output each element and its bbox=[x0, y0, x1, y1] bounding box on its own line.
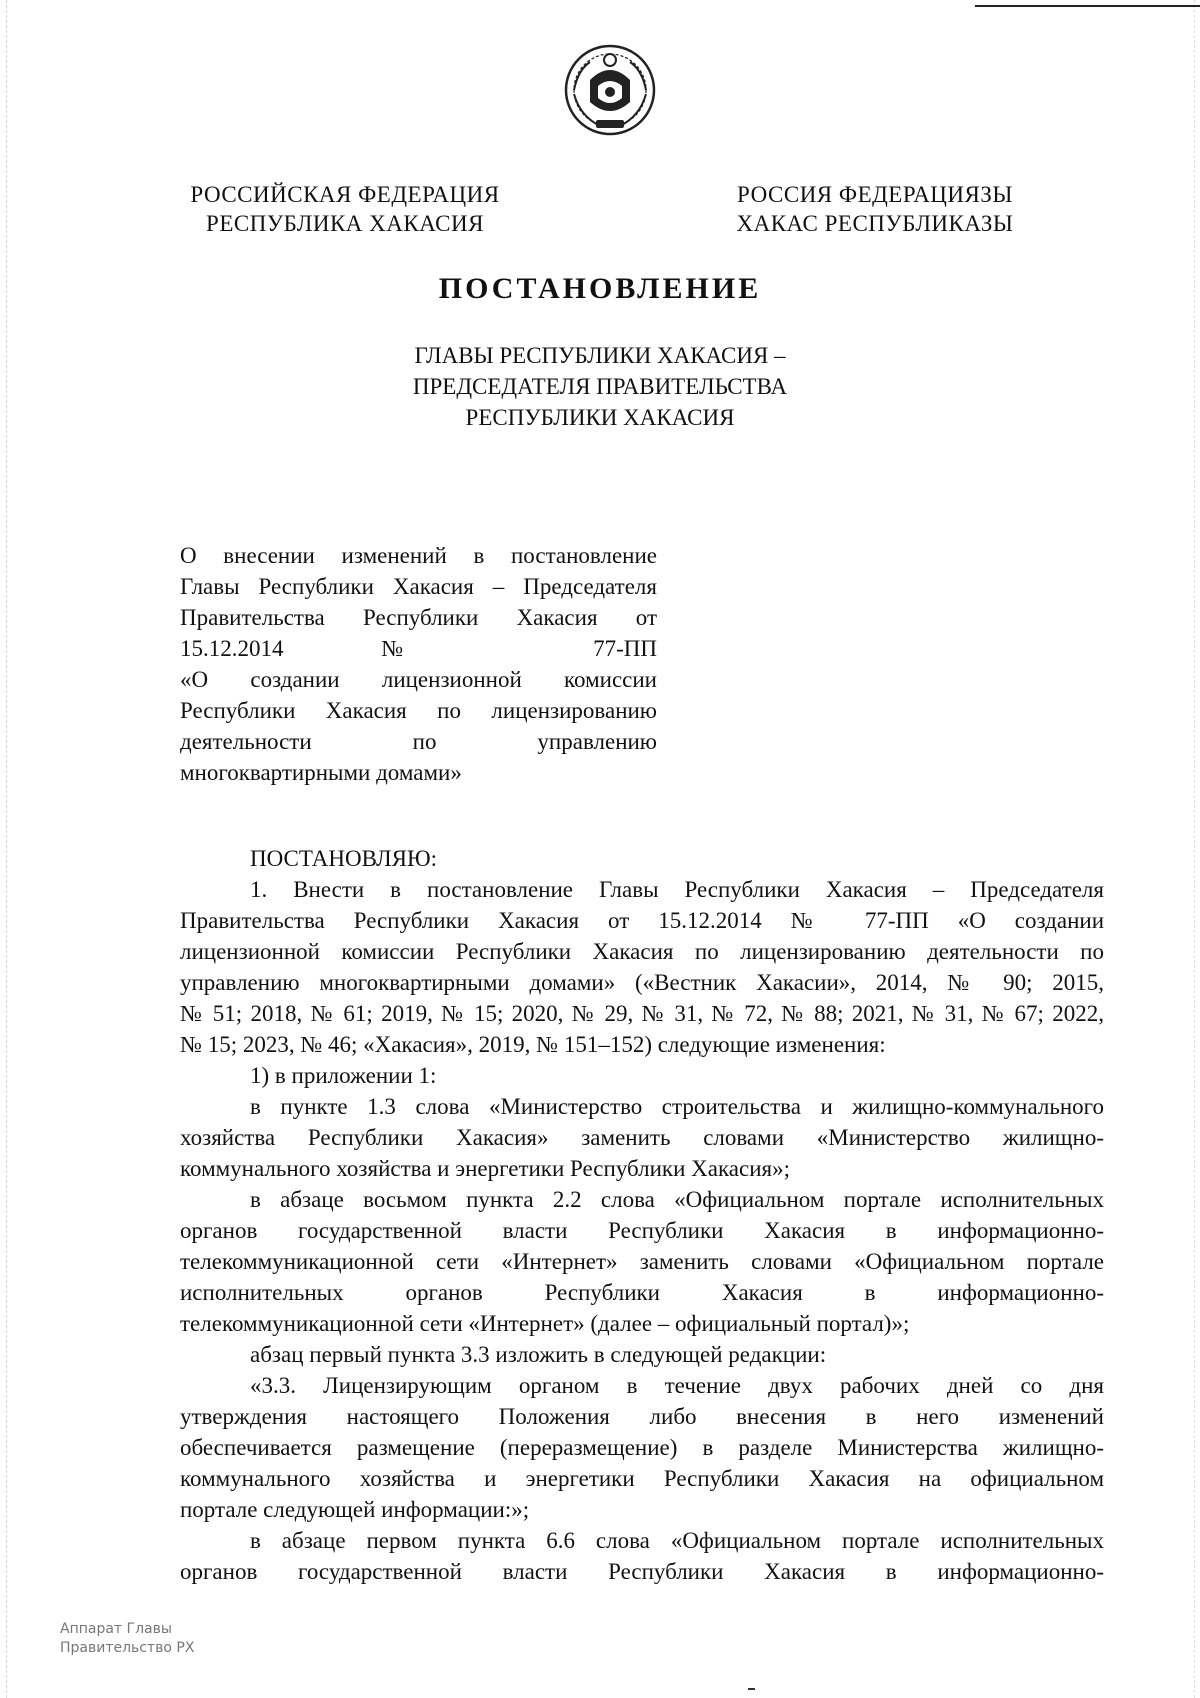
body-line: 1) в приложении 1: bbox=[250, 1063, 437, 1088]
subject-line: «О создании лицензионной комиссии bbox=[180, 667, 657, 692]
body-line: утверждения настоящего Положения либо внесения в него изменений bbox=[180, 1404, 1104, 1429]
subject-line: О внесении изменений в постановление bbox=[180, 543, 657, 568]
coat-of-arms-emblem bbox=[560, 40, 660, 140]
subject-line: Республики Хакасия по лицензированию bbox=[180, 698, 657, 723]
issuer-block bbox=[300, 340, 900, 433]
subject-line: 15.12.2014 № 77-ПП bbox=[180, 636, 657, 661]
body-line: коммунального хозяйства и энергетики Республики Хакасия на официальном bbox=[180, 1466, 1104, 1491]
body-line: «3.3. Лицензирующим органом в течение двух рабочих дней со дня bbox=[250, 1373, 1104, 1398]
body-line: абзац первый пункта 3.3 изложить в следующей редакции: bbox=[250, 1342, 827, 1367]
body-text bbox=[180, 843, 1104, 1587]
header-left bbox=[180, 180, 510, 238]
body-line: коммунального хозяйства и энергетики Республики Хакасия»; bbox=[180, 1156, 791, 1181]
subject-line: многоквартирными домами» bbox=[180, 760, 462, 785]
body-line: телекоммуникационной сети «Интернет» (далее – официальный портал)»; bbox=[180, 1311, 910, 1336]
header-right-line-1: РОССИЯ ФЕДЕРАЦИЯЗЫ bbox=[737, 182, 1013, 207]
header-right-line-2: ХАКАС РЕСПУБЛИКАЗЫ bbox=[736, 211, 1014, 236]
issuer-line: ПРЕДСЕДАТЕЛЯ ПРАВИТЕЛЬСТВА bbox=[412, 374, 788, 399]
subject-line: Правительства Республики Хакасия от bbox=[180, 605, 657, 630]
footer-stamp-line: Правительство РХ bbox=[60, 1640, 195, 1656]
subject-block bbox=[180, 540, 657, 788]
body-line: исполнительных органов Республики Хакасия в информационно- bbox=[180, 1280, 1104, 1305]
header-left-line-1: РОССИЙСКАЯ ФЕДЕРАЦИЯ bbox=[190, 182, 500, 207]
issuer-line: РЕСПУБЛИКИ ХАКАСИЯ bbox=[465, 405, 735, 430]
header-left-line-2: РЕСПУБЛИКА ХАКАСИЯ bbox=[206, 211, 484, 236]
body-line: ПОСТАНОВЛЯЮ: bbox=[250, 846, 438, 871]
document-title: ПОСТАНОВЛЕНИЕ bbox=[438, 272, 762, 305]
issuer-line: ГЛАВЫ РЕСПУБЛИКИ ХАКАСИЯ – bbox=[414, 343, 786, 368]
page-edge-left bbox=[6, 0, 9, 1698]
footer-stamp bbox=[60, 1620, 194, 1658]
body-line: органов государственной власти Республики Хакасия в информационно- bbox=[180, 1218, 1104, 1243]
page-edge-right bbox=[1194, 0, 1196, 1698]
body-line: органов государственной власти Республики Хакасия в информационно- bbox=[180, 1559, 1104, 1584]
body-line: лицензионной комиссии Республики Хакасия по лицензированию деятельности по bbox=[180, 939, 1104, 964]
top-rule bbox=[975, 5, 1200, 7]
subject-line: Главы Республики Хакасия – Председателя bbox=[180, 574, 657, 599]
body-line: № 51; 2018, № 61; 2019, № 15; 2020, № 29, № 31, № 72, № 88; 2021, № 31, № 67; 2022, bbox=[180, 1001, 1104, 1026]
footer-stamp-line: Аппарат Главы bbox=[60, 1621, 172, 1637]
bottom-mark bbox=[748, 1688, 755, 1690]
body-line: в абзаце восьмом пункта 2.2 слова «Официальном портале исполнительных bbox=[250, 1187, 1104, 1212]
body-line: управлению многоквартирными домами» («Вестник Хакасии», 2014, № 90; 2015, bbox=[180, 970, 1104, 995]
body-line: обеспечивается размещение (переразмещение) в разделе Министерства жилищно- bbox=[180, 1435, 1104, 1460]
subject-line: деятельности по управлению bbox=[180, 729, 657, 754]
body-line: в пункте 1.3 слова «Министерство строительства и жилищно-коммунального bbox=[250, 1094, 1104, 1119]
body-line: хозяйства Республики Хакасия» заменить словами «Министерство жилищно- bbox=[180, 1125, 1104, 1150]
body-line: Правительства Республики Хакасия от 15.12.2014 № 77-ПП «О создании bbox=[180, 908, 1104, 933]
body-line: портале следующей информации:»; bbox=[180, 1497, 530, 1522]
body-line: в абзаце первом пункта 6.6 слова «Официальном портале исполнительных bbox=[250, 1528, 1104, 1553]
header-right bbox=[715, 180, 1035, 238]
body-line: № 15; 2023, № 46; «Хакасия», 2019, № 151–152) следующие изменения: bbox=[180, 1032, 886, 1057]
body-line: телекоммуникационной сети «Интернет» заменить словами «Официальном портале bbox=[180, 1249, 1104, 1274]
body-line: 1. Внести в постановление Главы Республики Хакасия – Председателя bbox=[250, 877, 1104, 902]
